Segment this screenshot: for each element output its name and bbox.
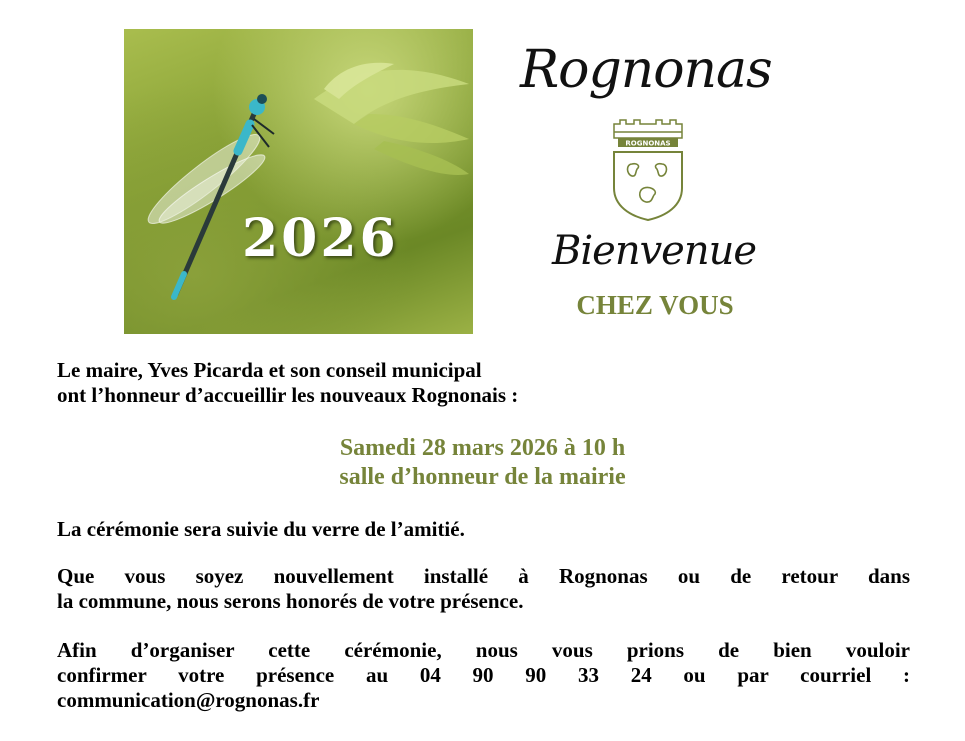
welcome-heading: Bienvenue: [551, 228, 757, 274]
intro-paragraph: [57, 358, 907, 408]
intro-line: ont l’honneur d’accueillir les nouveaux Rognonais :: [57, 383, 519, 407]
town-name: Rognonas: [520, 40, 772, 100]
ceremony-paragraph: [57, 517, 910, 542]
welcome-paragraph: [57, 564, 910, 614]
contact-email[interactable]: communication@rognonas.fr: [57, 688, 320, 712]
rsvp-line: Afin d’organiser cette cérémonie, nous vous prions de bien vouloir: [57, 638, 910, 662]
welcome-line: la commune, nous serons honorés de votre présence.: [57, 589, 524, 613]
year-label: 2026: [242, 208, 399, 269]
event-date: Samedi 28 mars 2026 à 10 h: [339, 435, 626, 461]
event-details: [300, 434, 665, 492]
dragonfly-illustration: [124, 29, 473, 334]
rsvp-line: confirmer votre présence au 04 90 90 33 24 ou par courriel :: [57, 663, 910, 687]
chez-vous-heading: CHEZ VOUS: [576, 290, 734, 320]
welcome-line: Que vous soyez nouvellement installé à Rognonas ou de retour dans: [57, 564, 910, 588]
coat-of-arms-icon: [608, 118, 688, 222]
rsvp-paragraph: [57, 638, 910, 713]
intro-line: Le maire, Yves Picarda et son conseil municipal: [57, 358, 482, 382]
crest-banner-text: ROGNONAS: [625, 139, 671, 148]
ceremony-text: La cérémonie sera suivie du verre de l’amitié.: [57, 517, 465, 541]
dragonfly-photo: [124, 29, 473, 334]
event-location: salle d’honneur de la mairie: [339, 464, 626, 490]
fern-leaves: [314, 63, 469, 175]
